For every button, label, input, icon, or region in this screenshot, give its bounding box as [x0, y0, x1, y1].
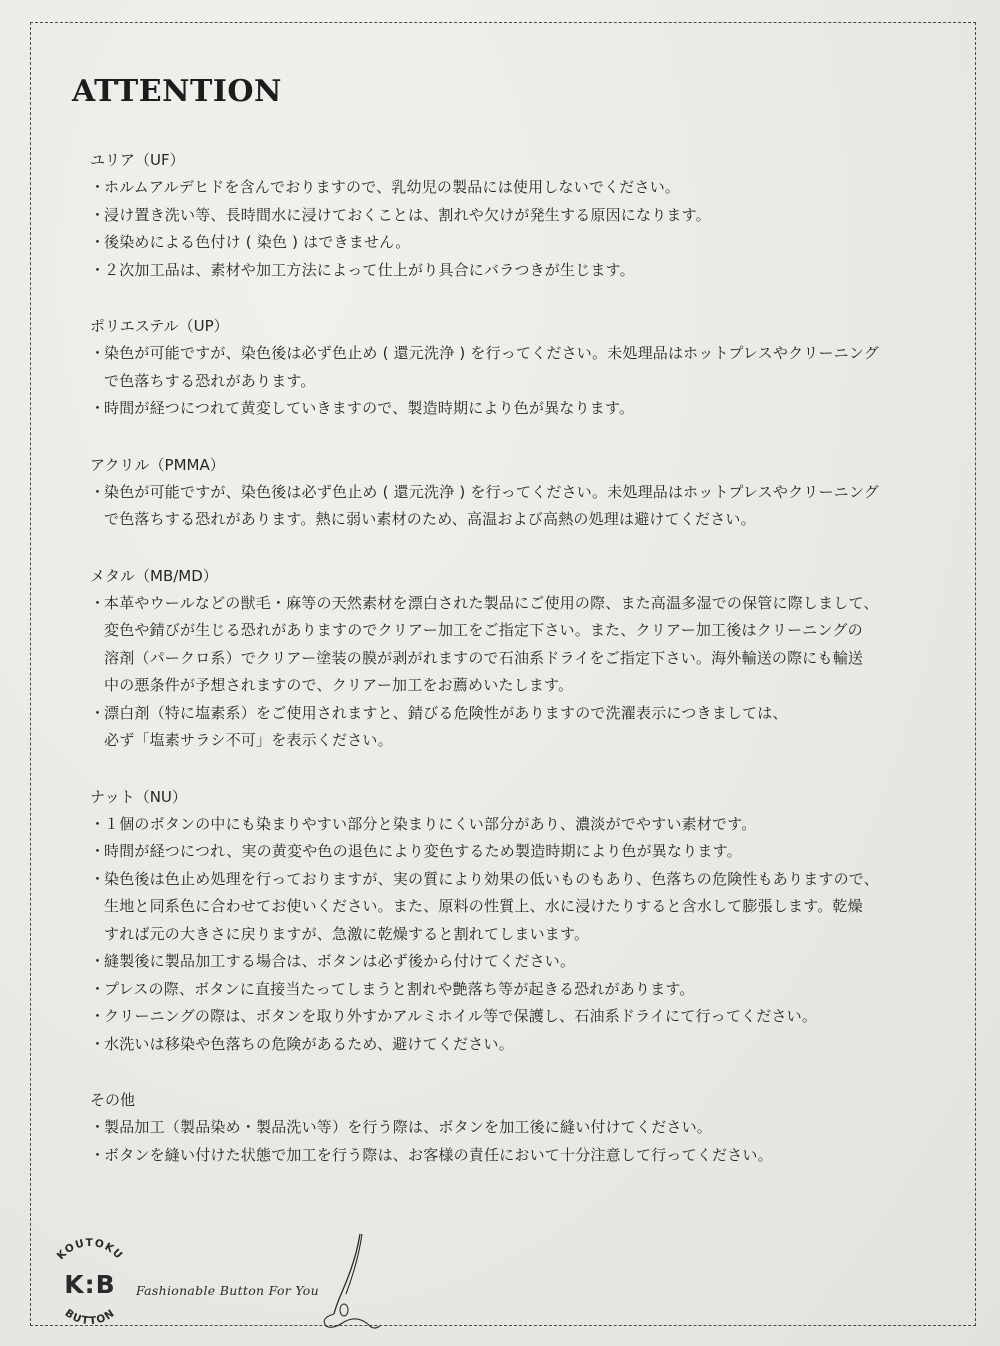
koutoku-button-logo: [40, 1230, 140, 1330]
section-heading: メタル（MB/MD）: [90, 566, 218, 585]
tagline: Fashionable Button For You: [136, 1283, 319, 1298]
list-item-text: 後染めによる色付け ( 染色 ) はできません。: [104, 233, 411, 251]
list-item: [90, 700, 950, 755]
logo-bottom-text: BUTTON: [62, 1306, 118, 1328]
list-item: [90, 1031, 950, 1059]
attention-sections: [90, 146, 950, 1197]
list-item-text: 染色が可能ですが、染色後は必ず色止め ( 還元洗浄 ) を行ってください。未処理品はホットプレスやクリーニング で色落ちする恐れがあります。: [104, 344, 879, 390]
bullet-mark: ・: [90, 344, 106, 362]
list-item: [90, 948, 950, 976]
footer: [40, 1230, 440, 1330]
list-item-text: 縫製後に製品加工する場合は、ボタンは必ず後から付けてください。: [104, 952, 576, 970]
list-item-text: ホルムアルデヒドを含んでおりますので、乳幼児の製品には使用しないでください。: [104, 178, 681, 196]
bullet-mark: ・: [90, 814, 106, 833]
needle-and-thread-icon: [308, 1230, 398, 1330]
section: [90, 1086, 950, 1169]
list-item: [90, 976, 950, 1004]
list-item-text: 漂白剤（特に塩素系）をご使用されますと、錆びる危険性がありますので洗濯表示につきましては、 必ず「塩素サラシ不可」を表示ください。: [104, 703, 788, 749]
list-item-text: ボタンを縫い付けた状態で加工を行う際は、お客様の責任において十分注意して行ってください。: [104, 1145, 773, 1164]
list-item: [90, 479, 950, 534]
list-item: [90, 395, 950, 423]
list-item-text: １個のボタンの中にも染まりやすい部分と染まりにくい部分があり、濃淡がでやすい素材です。: [104, 814, 757, 833]
list-item-text: プレスの際、ボタンに直接当たってしまうと割れや艶落ち等が起きる恐れがあります。: [104, 979, 695, 998]
list-item: [90, 1114, 950, 1142]
bullet-mark: ・: [90, 593, 106, 612]
bullet-mark: ・: [90, 482, 106, 501]
section: [90, 451, 950, 534]
list-item-text: 製品加工（製品染め・製品洗い等）を行う際は、ボタンを加工後に縫い付けてください。: [104, 1118, 713, 1136]
list-item: [90, 202, 950, 230]
page-title: ATTENTION: [72, 74, 282, 109]
list-item-text: 時間が経つにつれて黄変していきますので、製造時期により色が異なります。: [104, 399, 635, 417]
list-item-text: クリーニングの際は、ボタンを取り外すかアルミホイル等で保護し、石油系ドライにて行ってください。: [104, 1007, 818, 1025]
list-item-text: 染色後は色止め処理を行っておりますが、実の質により効果の低いものもあり、色落ちの危険性もありますので、 生地と同系色に合わせてお使いください。また、原料の性質上、水に浸けたりすると含水して膨張します。乾燥 すれば元の大きさに戻りますが、急激に乾燥すると割れてしまいます。: [104, 869, 879, 943]
logo-top-text: KOUTOKU: [54, 1236, 126, 1263]
bullet-mark: ・: [90, 952, 106, 970]
list-item: [90, 340, 950, 395]
bullet-mark: ・: [90, 1145, 106, 1164]
list-item: [90, 838, 950, 866]
list-item-text: ２次加工品は、素材や加工方法によって仕上がり具合にバラつきが生じます。: [104, 260, 635, 279]
bullet-mark: ・: [90, 1118, 106, 1136]
bullet-mark: ・: [90, 178, 106, 196]
list-item: [90, 811, 950, 839]
list-item: [90, 1142, 950, 1170]
section-heading: ユリア（UF）: [90, 151, 185, 169]
bullet-mark: ・: [90, 979, 106, 998]
bullet-mark: ・: [90, 1034, 106, 1053]
bullet-mark: ・: [90, 842, 106, 860]
list-item-text: 時間が経つにつれ、実の黄変や色の退色により変色するため製造時期により色が異なります。: [104, 842, 742, 860]
list-item: [90, 257, 950, 285]
bullet-mark: ・: [90, 703, 106, 722]
section-heading: その他: [90, 1091, 136, 1109]
section: [90, 562, 950, 755]
list-item: [90, 590, 950, 700]
list-item: [90, 229, 950, 257]
logo-mark: K:B: [64, 1270, 116, 1299]
section: [90, 312, 950, 423]
list-item: [90, 866, 950, 949]
bullet-mark: ・: [90, 205, 106, 224]
section: [90, 783, 950, 1059]
section-heading: ポリエステル（UP）: [90, 317, 229, 335]
list-item-text: 染色が可能ですが、染色後は必ず色止め ( 還元洗浄 ) を行ってください。未処理品はホットプレスやクリーニング で色落ちする恐れがあります。熱に弱い素材のため、高温および高熱の処理は避けてください。: [104, 482, 879, 528]
bullet-mark: ・: [90, 260, 106, 279]
section: [90, 146, 950, 284]
bullet-mark: ・: [90, 869, 106, 888]
list-item-text: 水洗いは移染や色落ちの危険があるため、避けてください。: [104, 1034, 514, 1053]
list-item-text: 本革やウールなどの獣毛・麻等の天然素材を漂白された製品にご使用の際、また高温多湿での保管に際しまして、 変色や錆びが生じる恐れがありますのでクリアー加工をご指定下さい。また、クリアー加工後はクリーニングの 溶剤（パークロ系）でクリアー塗装の膜が剥がれますので石油系ドライをご指定下さい。海外輸送の際にも輸送 中の悪条件が予想されますので、クリアー加工をお薦めいたします。: [104, 593, 879, 694]
list-item: [90, 1003, 950, 1031]
bullet-mark: ・: [90, 399, 106, 417]
list-item-text: 浸け置き洗い等、長時間水に浸けておくことは、割れや欠けが発生する原因になります。: [104, 205, 711, 224]
bullet-mark: ・: [90, 233, 106, 251]
section-heading: ナット（NU）: [90, 787, 187, 806]
list-item: [90, 174, 950, 202]
bullet-mark: ・: [90, 1007, 106, 1025]
section-heading: アクリル（PMMA）: [90, 455, 225, 474]
